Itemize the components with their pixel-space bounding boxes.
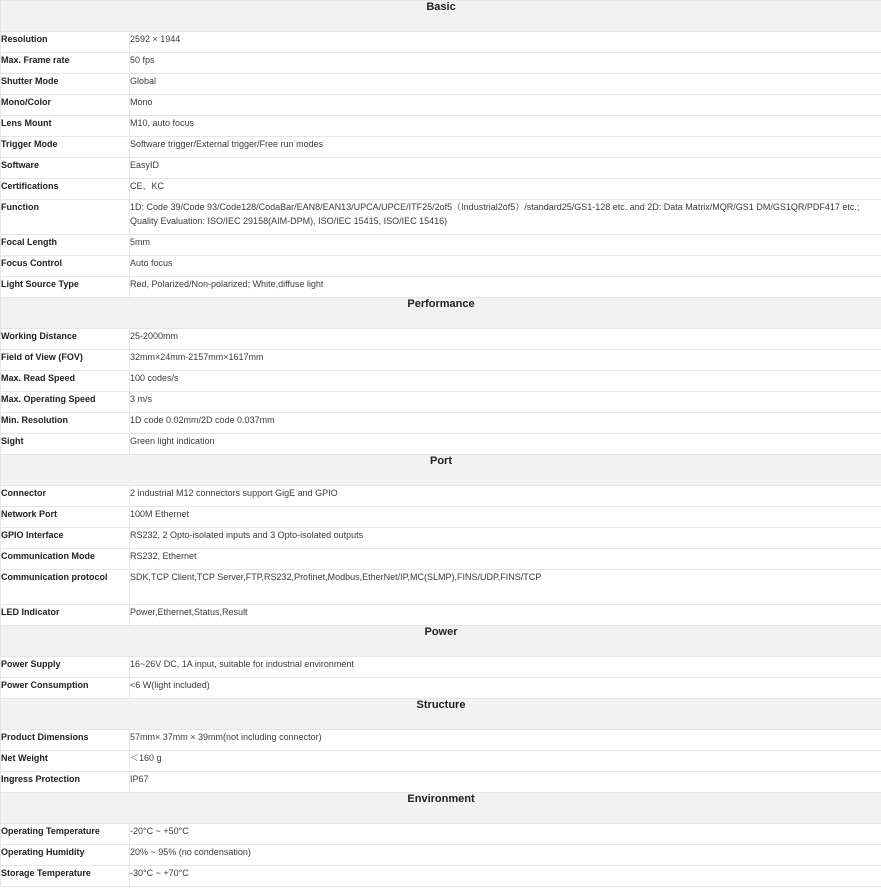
spec-value: 1D: Code 39/Code 93/Code128/CodaBar/EAN8/EAN13/UPCA/UPCE/ITF25/2of5（Industrial2of5）/standard25/GS1-128 etc. and 2D: Data Matrix/MQR/GS1 DM/GS1QR/PDF417 etc.; Quality Evaluation: ISO/IEC 29158(AIM-DPM), ISO/IEC 15415, ISO/IEC 15416) [130,200,881,235]
section-header-basic [1,1,881,32]
spec-label: Light Source Type [1,277,130,298]
spec-label: Trigger Mode [1,137,130,158]
section-header-structure [1,699,881,730]
spec-row [1,657,881,678]
spec-value: 2 industrial M12 connectors support GigE and GPIO [130,486,881,507]
spec-label: Focus Control [1,256,130,277]
spec-label: Certifications [1,179,130,200]
spec-value: EasyID [130,158,881,179]
section-title: Port [1,455,881,486]
section-title: Structure [1,699,881,730]
spec-value: 16~26V DC, 1A input, suitable for industrial environment [130,657,881,678]
spec-row [1,528,881,549]
spec-value: -30°C ~ +70°C [130,866,881,887]
spec-row [1,116,881,137]
spec-value: RS232, Ethernet [130,549,881,570]
spec-value: CE、KC [130,179,881,200]
spec-row [1,371,881,392]
spec-value: 50 fps [130,53,881,74]
section-title: Performance [1,298,881,329]
spec-row [1,866,881,887]
spec-row [1,570,881,605]
spec-label: Communication protocol [1,570,130,605]
spec-label: Communication Mode [1,549,130,570]
spec-row [1,95,881,116]
spec-row [1,329,881,350]
section-title: Environment [1,793,881,824]
spec-label: Mono/Color [1,95,130,116]
spec-value: Auto focus [130,256,881,277]
spec-label: Min. Resolution [1,413,130,434]
spec-label: Shutter Mode [1,74,130,95]
spec-value: 32mm×24mm-2157mm×1617mm [130,350,881,371]
spec-row [1,277,881,298]
spec-label: Product Dimensions [1,730,130,751]
section-title: Basic [1,1,881,32]
spec-value: Global [130,74,881,95]
spec-row [1,137,881,158]
spec-label: Max. Frame rate [1,53,130,74]
spec-label: Focal Length [1,235,130,256]
spec-row [1,32,881,53]
spec-row [1,678,881,699]
spec-label: Network Port [1,507,130,528]
spec-value: 100 codes/s [130,371,881,392]
spec-value: 2592 × 1944 [130,32,881,53]
spec-row [1,824,881,845]
spec-row [1,74,881,95]
spec-value: Power,Ethernet,Status,Result [130,605,881,626]
section-header-performance [1,298,881,329]
section-title: Power [1,626,881,657]
spec-label: Resolution [1,32,130,53]
spec-value: <6 W(light included) [130,678,881,699]
spec-label: Net Weight [1,751,130,772]
spec-value: Mono [130,95,881,116]
spec-label: Software [1,158,130,179]
spec-value: Software trigger/External trigger/Free run modes [130,137,881,158]
spec-row [1,53,881,74]
spec-label: GPIO Interface [1,528,130,549]
spec-label: Sight [1,434,130,455]
spec-row [1,549,881,570]
spec-row [1,845,881,866]
spec-label: Power Supply [1,657,130,678]
spec-label: Max. Operating Speed [1,392,130,413]
spec-row [1,158,881,179]
spec-label: Power Consumption [1,678,130,699]
spec-label: Working Distance [1,329,130,350]
spec-value: -20°C ~ +50°C [130,824,881,845]
section-header-port [1,455,881,486]
section-header-power [1,626,881,657]
spec-row [1,256,881,277]
spec-label: Operating Humidity [1,845,130,866]
spec-row [1,751,881,772]
spec-value: RS232, 2 Opto-isolated inputs and 3 Opto-isolated outputs [130,528,881,549]
spec-value: ＜160 g [130,751,881,772]
spec-row [1,507,881,528]
spec-value: 57mm× 37mm × 39mm(not including connector) [130,730,881,751]
spec-label: Storage Temperature [1,866,130,887]
spec-row [1,179,881,200]
spec-label: Ingress Protection [1,772,130,793]
spec-row [1,486,881,507]
spec-label: Lens Mount [1,116,130,137]
spec-row [1,434,881,455]
spec-value: SDK,TCP Client,TCP Server,FTP,RS232,Profinet,Modbus,EtherNet/IP,MC(SLMP),FINS/UDP,FINS/TCP [130,570,881,605]
spec-label: LED Indicator [1,605,130,626]
spec-value: 25-2000mm [130,329,881,350]
spec-value: 20% ~ 95% (no condensation) [130,845,881,866]
spec-row [1,392,881,413]
spec-label: Function [1,200,130,235]
spec-table-body [1,1,881,887]
spec-row [1,605,881,626]
spec-value: IP67 [130,772,881,793]
spec-value: 100M Ethernet [130,507,881,528]
spec-value: Red, Polarized/Non-polarized; White,diffuse light [130,277,881,298]
spec-value: M10, auto focus [130,116,881,137]
spec-label: Connector [1,486,130,507]
spec-value: 1D code 0.02mm/2D code 0.037mm [130,413,881,434]
spec-label: Operating Temperature [1,824,130,845]
spec-row [1,730,881,751]
spec-label: Max. Read Speed [1,371,130,392]
spec-row [1,413,881,434]
spec-row [1,772,881,793]
spec-value: Green light indication [130,434,881,455]
section-header-environment [1,793,881,824]
spec-label: Field of View (FOV) [1,350,130,371]
spec-row [1,235,881,256]
spec-value: 3 m/s [130,392,881,413]
spec-value: 5mm [130,235,881,256]
spec-row [1,350,881,371]
spec-row [1,200,881,235]
